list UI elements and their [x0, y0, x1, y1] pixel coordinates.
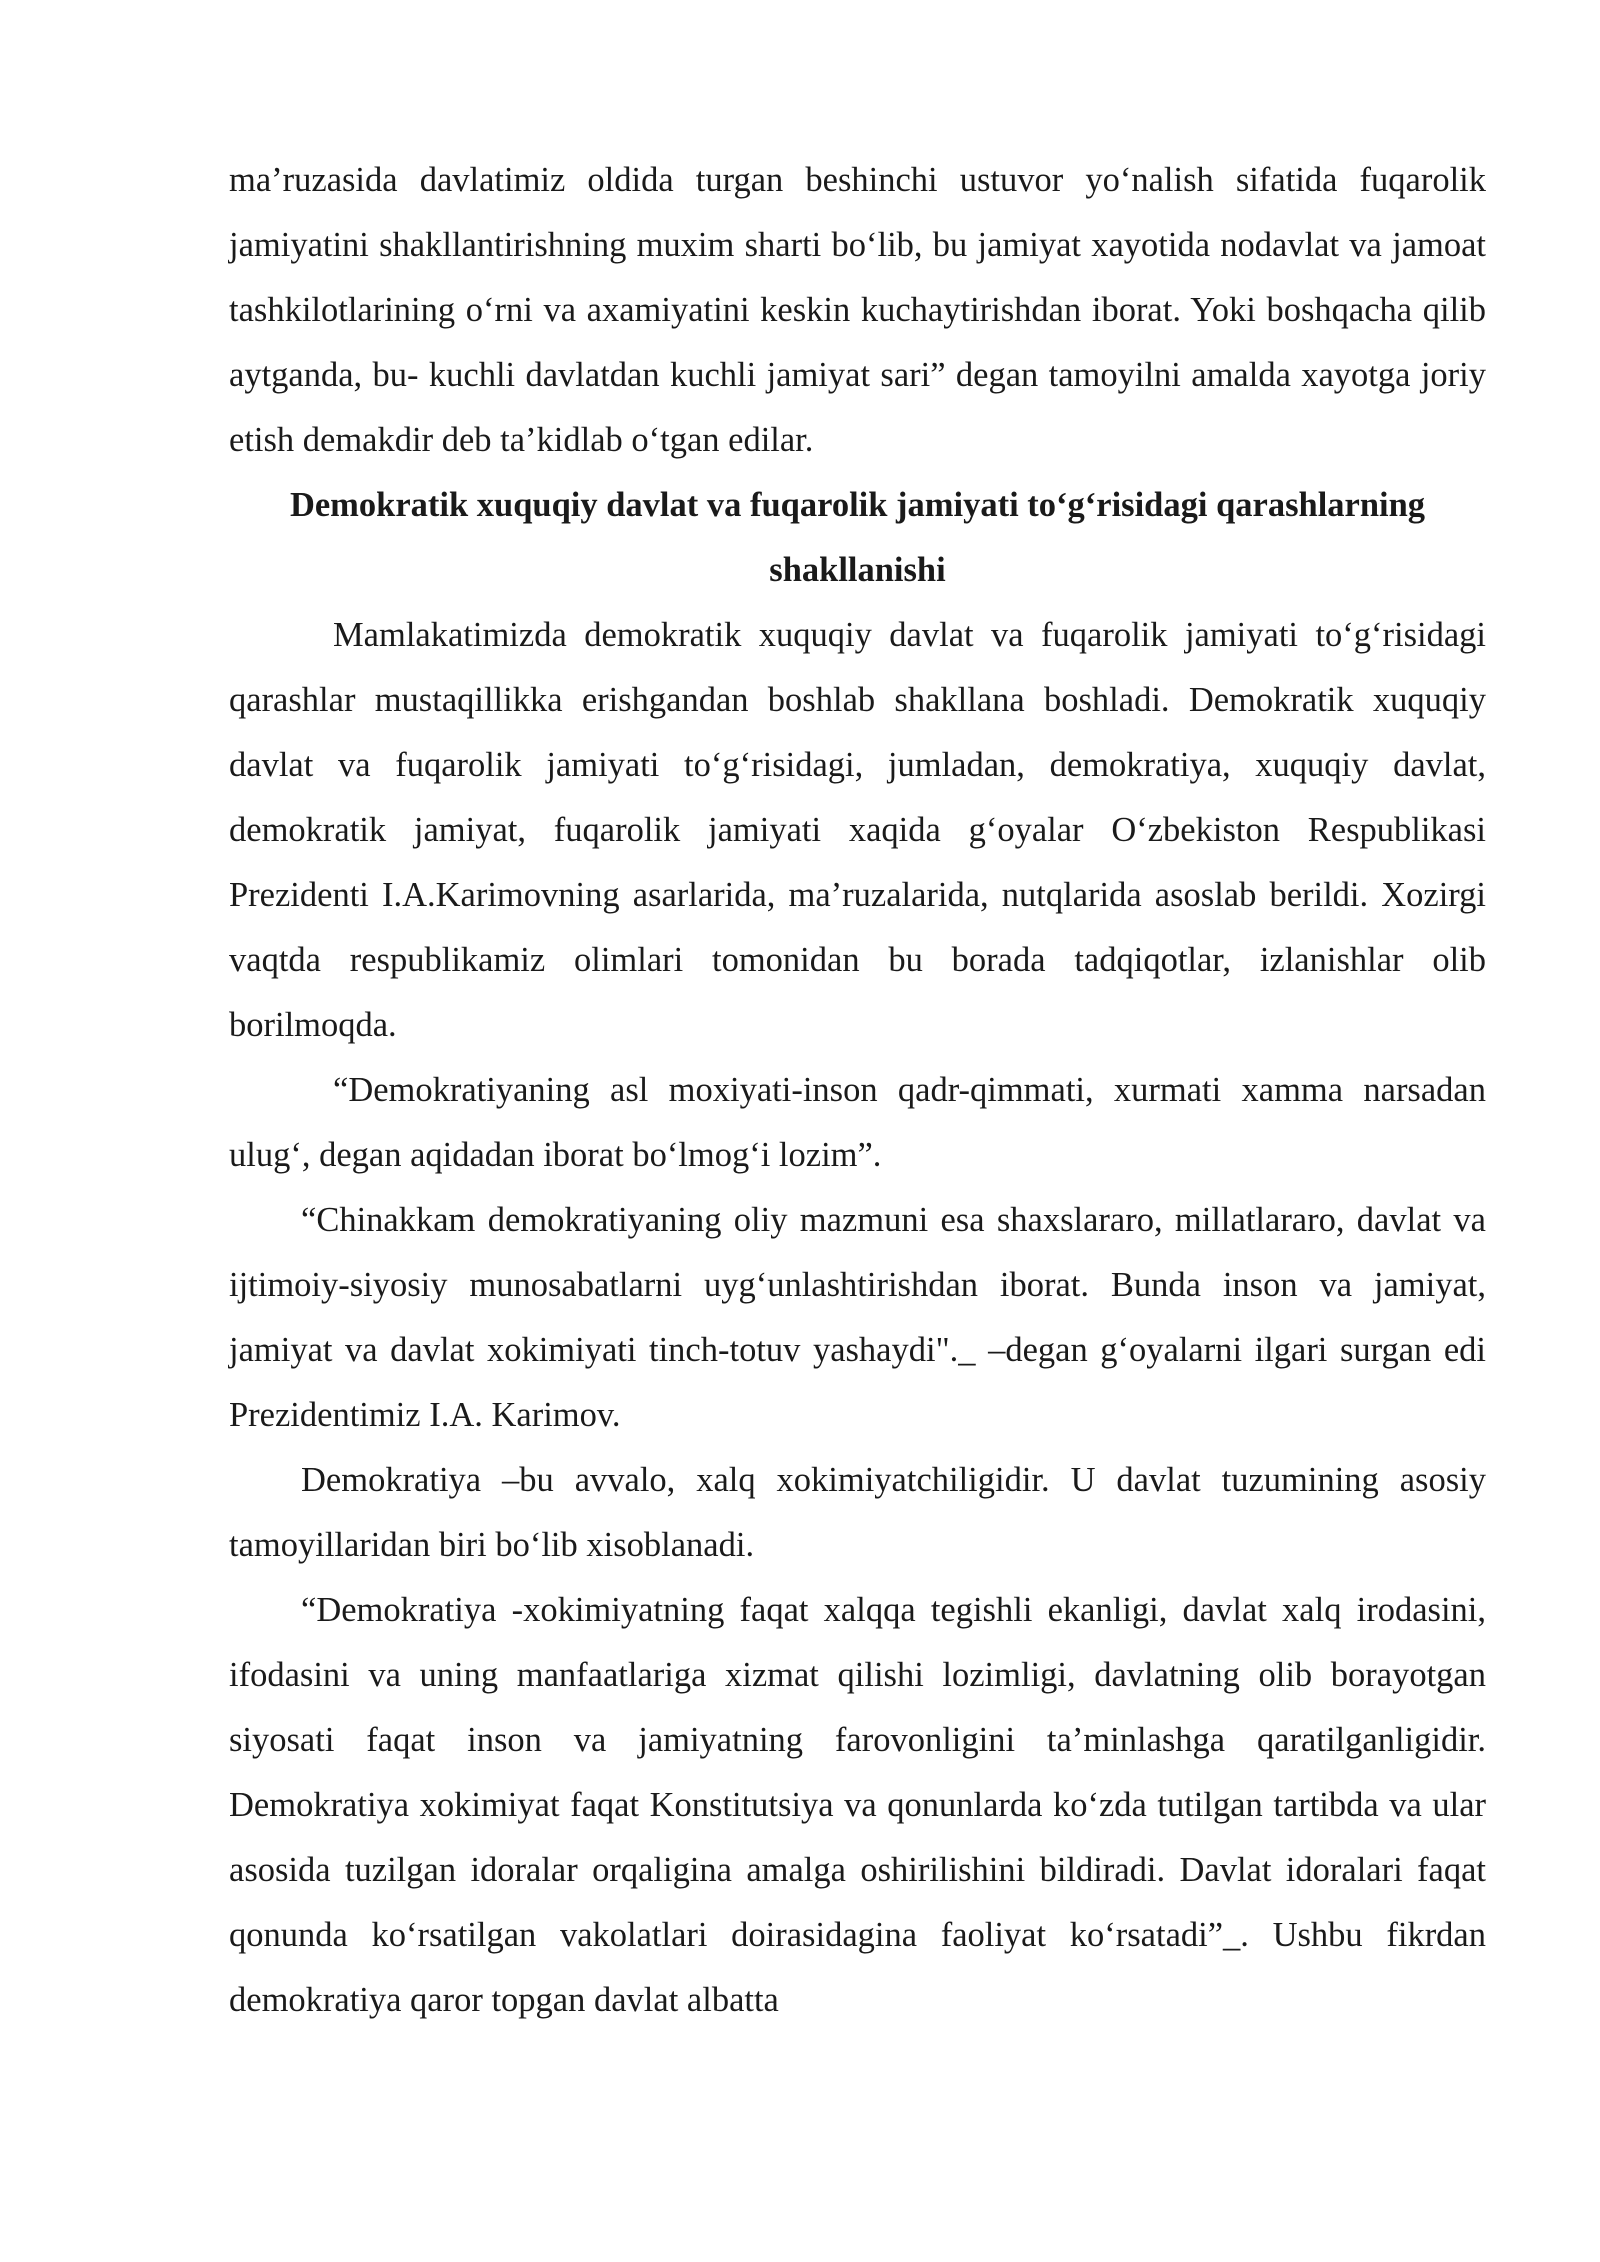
paragraph-intro: ma’ruzasida davlatimiz oldida turgan beshinchi ustuvor yo‘nalish sifatida fuqarolik jamiyatini shakllantirishning muxim sharti bo‘lib, bu jamiyat xayotida nodavlat va jamoat tashkilotlarining o‘rni va axamiyatini keskin kuchaytirishdan iborat. Yoki boshqacha qilib aytganda, bu- kuchli davlatdan kuchli jamiyat sari” degan tamoyilni amalda xayotga joriy etish demakdir deb ta’kidlab o‘tgan edilar. [229, 161, 1486, 459]
paragraph-quote-xokimiyat: “Demokratiya -xokimiyatning faqat xalqqa tegishli ekanligi, davlat xalq irodasini, ifodasini va uning manfaatlariga xizmat qilishi lozimligi, davlatning olib borayotgan siyosati faqat inson va jamiyatning farovonligini ta’minlashga qaratilganligidir. Demokratiya xokimiyat faqat Konstitutsiya va qonunlarda ko‘zda tutilgan tartibda va ular asosida tuzilgan idoralar orqaligina amalga oshirilishini bildiradi. Davlat idoralari faqat qonunda ko‘rsatilgan vakolatlari doirasidagina faoliyat ko‘rsatadi”_. Ushbu fikrdan demokratiya qaror topgan davlat albatta [229, 1591, 1486, 2019]
document-page [229, 148, 1486, 2033]
paragraph-demokratiya-definition: Demokratiya –bu avvalo, xalq xokimiyatchiligidir. U davlat tuzumining asosiy tamoyillaridan biri bo‘lib xisoblanadi. [229, 1461, 1486, 1564]
paragraph-mamlakatimizda: Mamlakatimizda demokratik xuquqiy davlat va fuqarolik jamiyati to‘g‘risidagi qarashlar mustaqillikka erishgandan boshlab shakllana boshladi. Demokratik xuquqiy davlat va fuqarolik jamiyati to‘g‘risidagi, jumladan, demokratiya, xuquqiy davlat, demokratik jamiyat, fuqarolik jamiyati xaqida g‘oyalar O‘zbekiston Respublikasi Prezidenti I.A.Karimovning asarlarida, ma’ruzalarida, nutqlarida asoslab berildi. Xozirgi vaqtda respublikamiz olimlari tomonidan bu borada tadqiqotlar, izlanishlar olib borilmoqda. [229, 616, 1486, 1044]
paragraph-quote-asl-moxiyati: “Demokratiyaning asl moxiyati-inson qadr-qimmati, xurmati xamma narsadan ulug‘, degan aqidadan iborat bo‘lmog‘i lozim”. [229, 1071, 1486, 1174]
paragraph-quote-chinakkam: “Chinakkam demokratiyaning oliy mazmuni esa shaxslararo, millatlararo, davlat va ijtimoiy-siyosiy munosabatlarni uyg‘unlashtirishdan iborat. Bunda inson va jamiyat, jamiyat va davlat xokimiyati tinch-totuv yashaydi"._ –degan g‘oyalarni ilgari surgan edi Prezidentimiz I.A. Karimov. [229, 1201, 1486, 1434]
section-heading: Demokratik xuquqiy davlat va fuqarolik jamiyati to‘g‘risidagi qarashlarning shakllanishi [289, 486, 1426, 589]
